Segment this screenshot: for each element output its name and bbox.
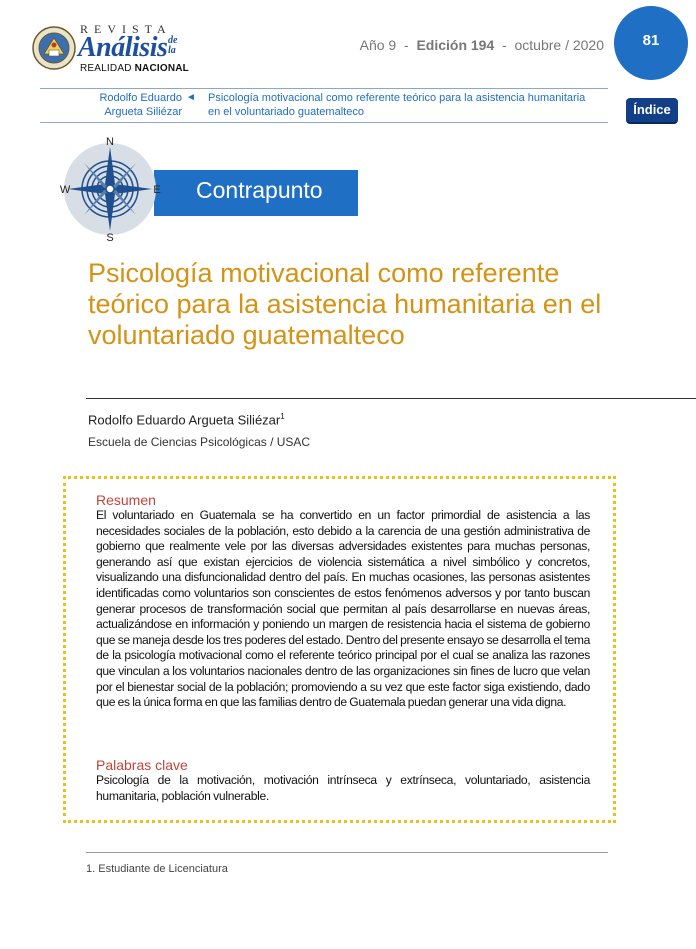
university-seal-icon [32, 26, 76, 70]
abstract-text: El voluntariado en Guatemala se ha convertido en un factor primordial de asistencia a las necesidades sociales de la población, esto debido a la carencia de una gestión administrativa de gobierno que realmente vele por las diversas adversidades existentes para muchas personas, generando así que existan ejercicios de violencia sistemática a nivel simbólico y concretos, visualizando una disfuncionalidad dentro del país. En muchas ocasiones, las personas asistentes identificadas como voluntarios son conscientes de estos fenómenos adversos y por tanto buscan generar procesos de transformación social que permitan al país desarrollarse en nuevas áreas, actualizándose en información y poniendo un margen de resistencia hacia el sistema de gobierno que se maneja desde los tres poderes del estado. Dentro del presente ensayo se desarrolla el tema de la psicología motivacional como el referente teórico principal por el cual se analiza las razones que vinculan a los voluntarios nacionales dentro de las organizaciones sin fines de lucro que velan por el bienestar social de la población; promoviendo a su vez que este factor siga existiendo, dado que es la única forma en que las familias dentro de Guatemala puedan generar una vida digna. [96, 508, 590, 710]
article-affiliation: Escuela de Ciencias Psicológicas / USAC [88, 435, 311, 449]
issue-info: Año 9 - Edición 194 - octubre / 2020 [359, 37, 604, 53]
author-footnote-ref[interactable]: 1 [280, 412, 285, 421]
logo-dela: de la [168, 35, 178, 56]
title-rule [86, 398, 696, 399]
compass-n: N [106, 136, 114, 148]
running-head-title: Psicología motivacional como referente teórico para la asistencia humanitaria en el voluntariado guatemalteco [208, 92, 586, 118]
issue-edition: Edición 194 [416, 37, 495, 53]
footnote: 1. Estudiante de Licenciatura [86, 863, 228, 875]
footnote-rule [86, 852, 608, 853]
journal-logo [30, 22, 190, 78]
compass-rose-icon [60, 132, 166, 244]
compass-s: S [106, 232, 114, 244]
logo-revista: REVISTA [80, 22, 172, 36]
running-head-rule-bottom [40, 122, 608, 123]
running-head-author: Rodolfo Eduardo Argueta Siliézar [99, 92, 182, 118]
issue-year: Año 9 [359, 37, 397, 53]
running-head-rule-top [40, 88, 608, 89]
abstract-heading: Resumen [96, 492, 156, 508]
compass-w: W [60, 184, 71, 196]
issue-date: octubre / 2020 [514, 37, 604, 53]
article-title: Psicología motivacional como referente teórico para la asistencia humanitaria en el voluntariado guatemalteco [88, 258, 602, 350]
running-head-arrow-icon: ◄ [186, 92, 196, 103]
section-banner [154, 170, 358, 216]
keywords-heading: Palabras clave [96, 757, 188, 773]
logo-realidad-nacional: REALIDAD NACIONAL [80, 63, 189, 74]
logo-analisis: Análisis [78, 32, 168, 63]
article-author: Rodolfo Eduardo Argueta Siliézar$^1$ [88, 412, 285, 428]
page-number-badge: 81 [614, 6, 688, 80]
section-label: Contrapunto [196, 177, 323, 203]
indice-button[interactable]: Índice [626, 98, 678, 122]
compass-e: E [153, 184, 161, 196]
keywords-text: Psicología de la motivación, motivación intrínseca y extrínseca, voluntariado, asistencia humanitaria, población vulnerable. [96, 773, 590, 803]
